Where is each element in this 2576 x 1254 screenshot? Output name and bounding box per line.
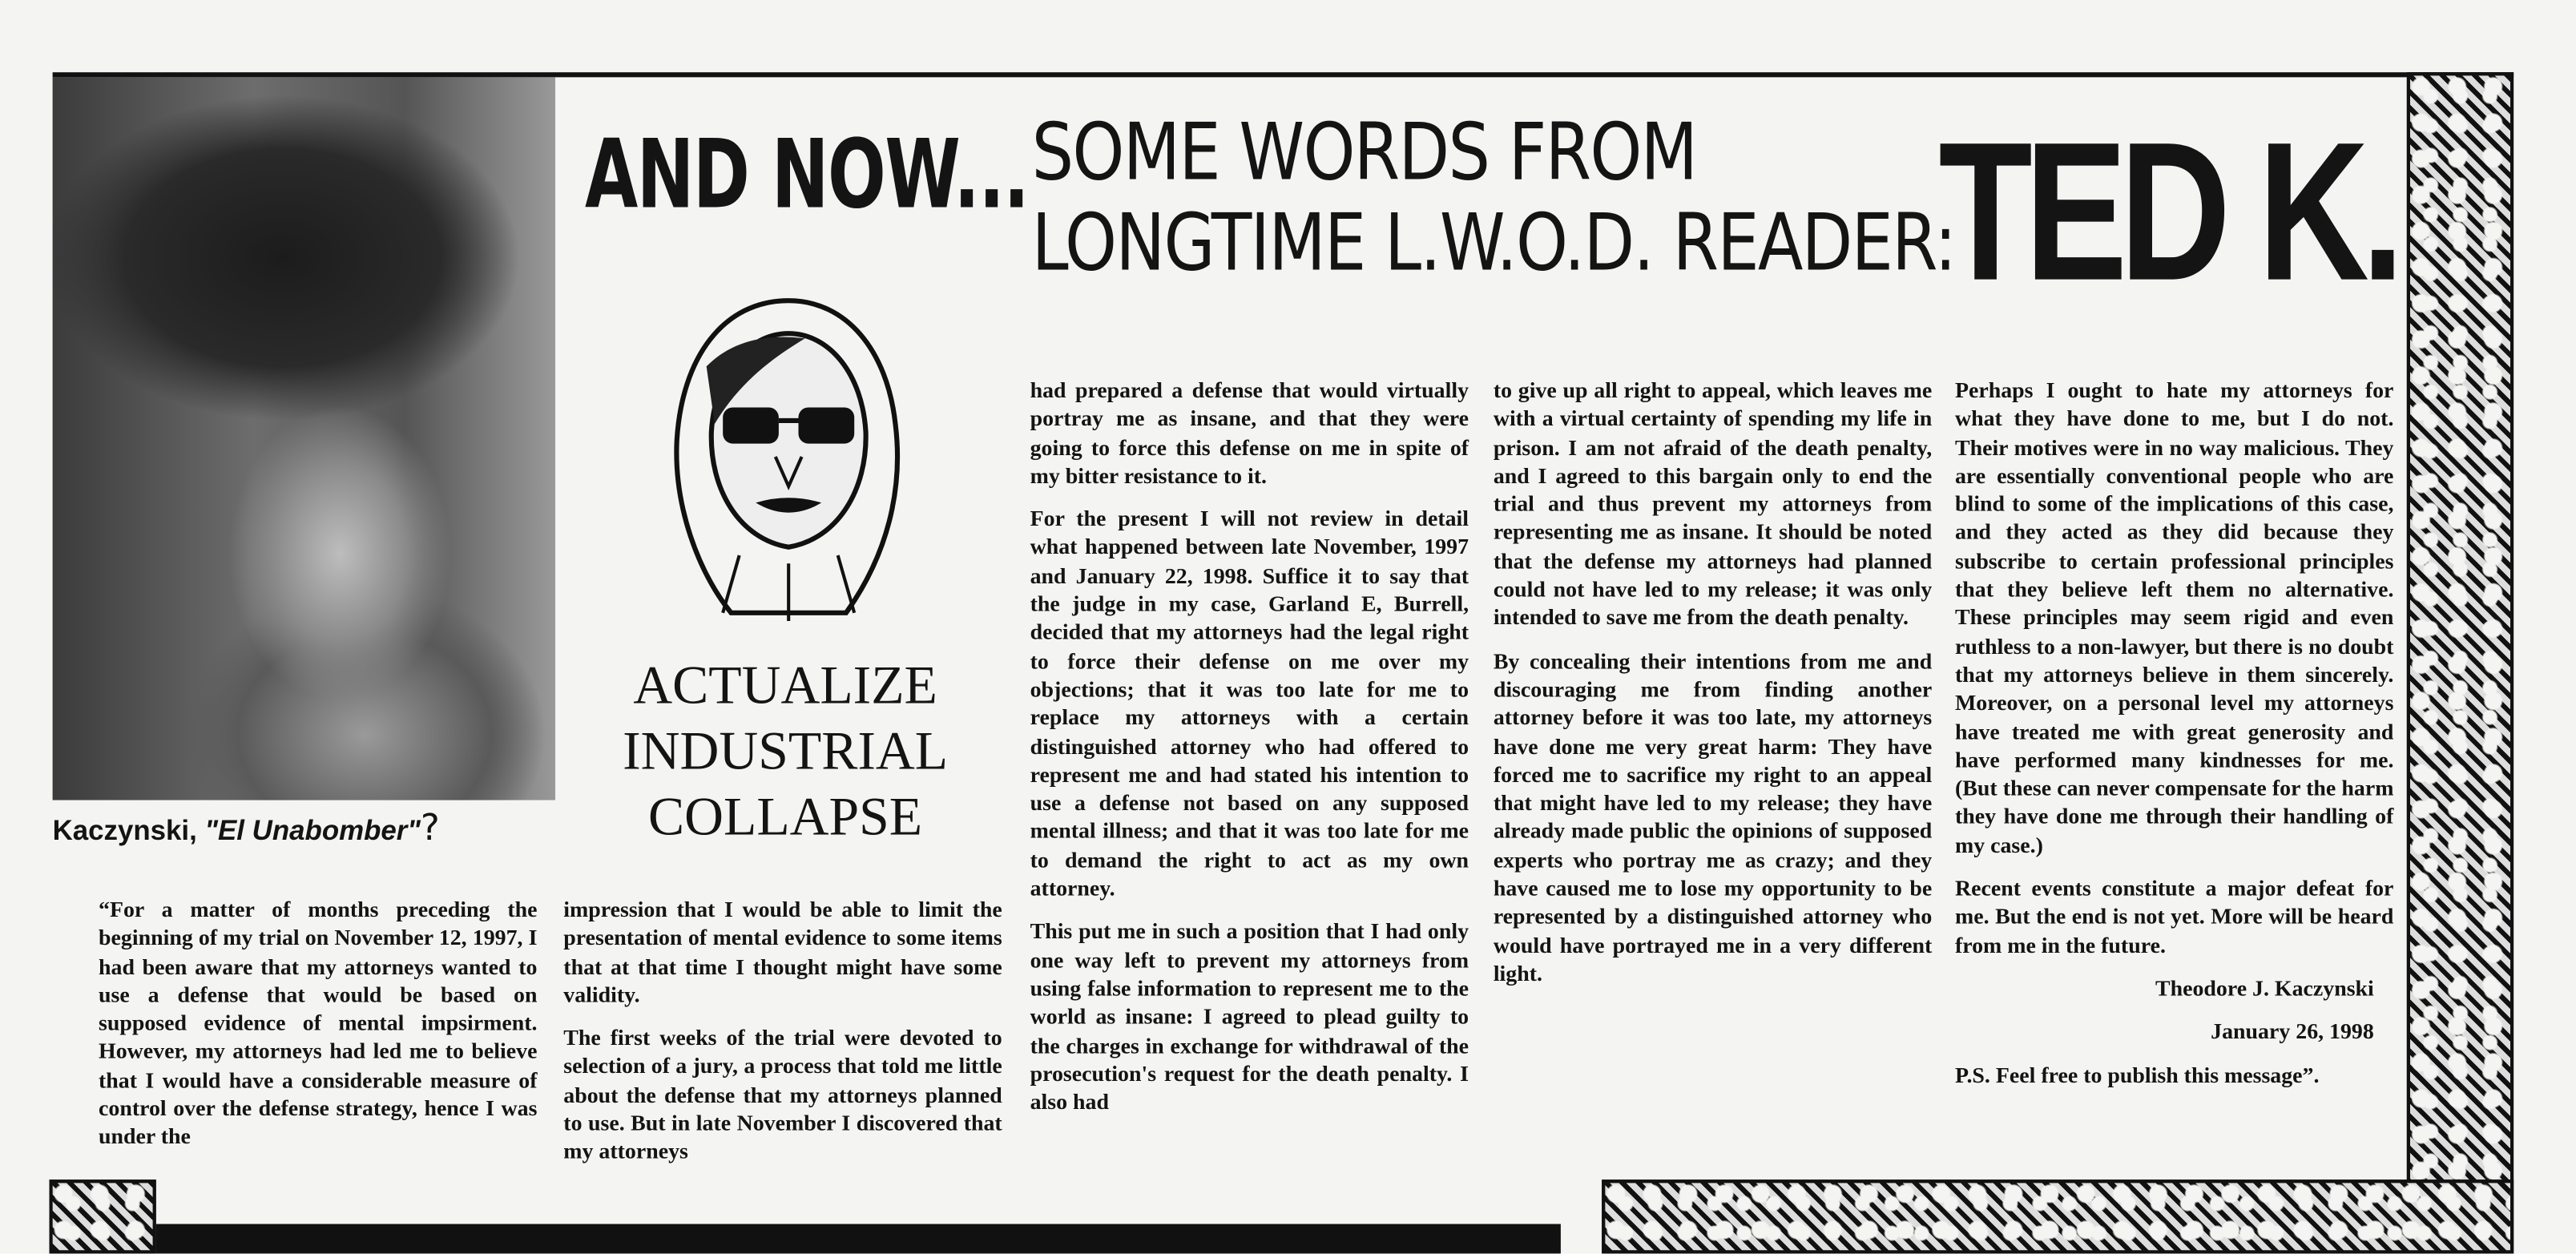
article-column-1 [99, 895, 537, 1166]
caption-question-mark: ? [420, 808, 440, 850]
paragraph: Recent events constitute a major defeat for me. But the end is not yet. More will be heard from me in the future. [1954, 875, 2394, 958]
slogan-line1: ACTUALIZE [633, 657, 937, 716]
paragraph: This put me in such a position that I had only one way left to prevent my attorneys from using false information to represent me to the world as insane: I agreed to plead guilty to the charges in exchange for withdrawal of the prosecution's request for the death penalty. I also had [1030, 918, 1469, 1115]
slogan-line3: COLLAPSE [648, 788, 923, 849]
caption-name: Kaczynski, [52, 814, 197, 846]
ornamental-border-bottom [1602, 1179, 2514, 1253]
slogan [588, 654, 982, 851]
hooded-figure-sketch-icon [657, 292, 920, 629]
article-column-3 [1030, 377, 1469, 1131]
postscript: P.S. Feel free to publish this message”. [1954, 1062, 2320, 1087]
slogan-line2: INDUSTRIAL [623, 723, 949, 782]
caption-nickname: "El Unabomber" [204, 814, 421, 846]
paragraph: The first weeks of the trial were devoted to selection of a jury, a process that told me little about the defense that my attorneys planned to use. But in late November I discovered that my attorneys [563, 1025, 1002, 1164]
article-column-2 [563, 895, 1002, 1180]
article-column-5 [1955, 377, 2393, 1104]
paragraph: For the present I will not review in detail what happened between late November, 1997 and January 22, 1998. Suffice it to say that the judge in my case, Garland E, Burrell, decided that my attorneys had the legal right to force their defense on me over my objections; that it was too late for me to replace my attorneys with a certain distinguished attorney who had offered to represent me and had stated his intention to use a defense not based on any supposed mental illness; and that it was too late for me to demand the right to act as my own attorney. [1030, 506, 1469, 901]
signature: Theodore J. Kaczynski [2155, 975, 2374, 1001]
signature-date: January 26, 1998 [2211, 1018, 2374, 1044]
headline-line2: LONGTIME L.W.O.D. READER: [1031, 197, 1956, 289]
headline-some-words [1032, 108, 1956, 289]
ornamental-border-right [2407, 72, 2514, 1253]
photo-caption [53, 808, 440, 849]
paragraph: By concealing their intentions from me and discouraging me from finding another attorney before it was too late, my attorneys have done me very great harm: They have forced me to sacrifice my right to an appeal that might have led to my release; they have already made public the opinions of supposed experts who portray me as crazy; and they have caused me to lose my opportunity to be represented by a distinguished attorney who would have portrayed me in a very different light. [1493, 648, 1933, 986]
headline-ted-k: TED K. [1938, 102, 2397, 322]
paragraph: Perhaps I ought to hate my attorneys for what they have done to me, but I do not. Their motives were in no way malicious. They are essentially conventional people who are blind to some of the implications of this case, and they acted as they did because they subscribe to certain professional principles that they believe left them no alternative. These principles may seem rigid and even ruthless to a non-lawyer, but there is no doubt that my attorneys believe in them sincerely. Moreover, on a personal level my attorneys have treated me with great generosity and have performed many kindnesses for me. (But these can never compensate for the harm they have done me through their handling of my case.) [1954, 377, 2394, 857]
portrait-photo [53, 77, 555, 800]
headline-and-now: AND NOW... [584, 118, 1029, 231]
paragraph: impression that I would be able to limit the presentation of mental evidence to some items that at that time I thought might have some validity. [563, 897, 1002, 1007]
paragraph: to give up all right to appeal, which leaves me with a virtual certainty of spending my life in prison. I am not afraid of the death penalty, and I agreed to this bargain only to end the trial and thus prevent my attorneys from representing me as insane. It should be noted that the defense my attorneys had planned could not have led to my release; it was only intended to save me from the death penalty. [1493, 377, 1933, 631]
headline-line1: SOME WORDS FROM [1031, 107, 1697, 200]
ornamental-corner-left [50, 1179, 156, 1253]
article-column-4 [1494, 377, 1932, 1003]
bottom-black-rule [156, 1224, 1561, 1254]
paragraph: had prepared a defense that would virtually portray me as insane, and that they were going to force this defense on me in spite of my bitter resistance to it. [1030, 377, 1469, 488]
paragraph: “For a matter of months preceding the beginning of my trial on November 12, 1997, I had been aware that my attorneys wanted to use a defense that would be based on supposed evidence of mental impsirment. However, my attorneys had led me to believe that I would have a considerable measure of control over the defense strategy, hence I was under the [99, 897, 538, 1149]
